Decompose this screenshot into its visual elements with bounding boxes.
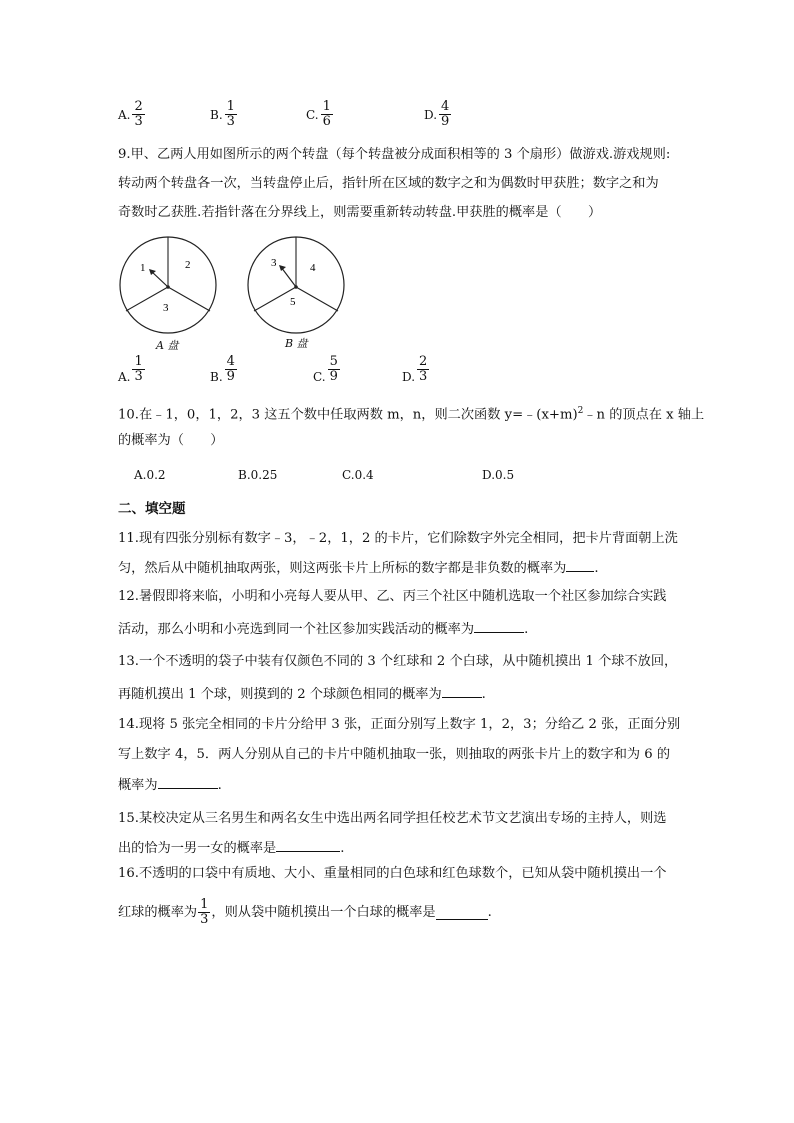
option-letter: C.	[306, 107, 319, 122]
q14-line-3: 概率为 .	[118, 775, 222, 796]
fraction: $\frac{4}{9}$	[226, 354, 235, 384]
spinner-b-diagram	[246, 235, 346, 335]
q10-option-d[interactable]: D.0.5	[482, 468, 515, 482]
spinner-a-diagram	[118, 235, 218, 335]
answer-blank[interactable]	[276, 838, 340, 852]
q15-line-1: 15.某校决定从三名男生和两名女生中选出两名同学担任校艺术节文艺演出专场的主持人，则选	[118, 811, 667, 826]
spinner-b-sector-label: 5	[290, 296, 296, 308]
answer-blank[interactable]	[436, 906, 488, 920]
fraction: $\frac{2}{3}$	[419, 354, 428, 384]
q13-line-2: 再随机摸出 1 个球，则摸到的 2 个球颜色相同的概率为 .	[118, 684, 486, 705]
fraction: $\frac{1}{3}$	[200, 897, 209, 927]
q9-line-1: 9.甲、乙两人用如图所示的两个转盘（每个转盘被分成面积相等的 3 个扇形）做游戏.游戏规则:	[118, 147, 671, 162]
option-letter: D.	[402, 370, 416, 384]
fraction: $\frac{2}{3}$	[134, 99, 143, 129]
answer-blank[interactable]	[158, 775, 218, 789]
fraction: $\frac{1}{3}$	[134, 354, 143, 384]
q10-line-2: 的概率为（ ）	[118, 433, 224, 448]
q10-option-a[interactable]: A.0.2	[134, 468, 166, 482]
q13-line-1: 13.一个不透明的袋子中装有仅颜色不同的 3 个红球和 2 个白球，从中随机摸出 1 个球不放回，	[118, 654, 678, 669]
q12-line-1: 12.暑假即将来临，小明和小亮每人要从甲、乙、丙三个社区中随机选取一个社区参加综合实践	[118, 589, 667, 604]
spinner-a-sector-label: 1	[140, 262, 146, 274]
q14-line-1: 14.现将 5 张完全相同的卡片分给甲 3 张，正面分别写上数字 1，2，3；分给乙 2 张，正面分别	[118, 717, 681, 732]
fraction: $\frac{5}{9}$	[329, 354, 338, 384]
q12-line-2: 活动，那么小明和小亮选到同一个社区参加实践活动的概率为 .	[118, 619, 528, 640]
option-letter: C.	[313, 370, 326, 384]
fraction: $\frac{4}{9}$	[441, 99, 450, 129]
q9-line-2: 转动两个转盘各一次，当转盘停止后，指针所在区域的数字之和为偶数时甲获胜；数字之和为	[118, 176, 659, 191]
q9-option-c[interactable]	[313, 355, 341, 384]
spinner-a-sector-label: 2	[185, 259, 191, 271]
q10-option-c[interactable]: C.0.4	[342, 468, 374, 482]
fraction: $\frac{1}{6}$	[322, 99, 331, 129]
section-title: 二、填空题	[118, 501, 186, 517]
option-letter: A.	[118, 107, 131, 122]
spinner-a-center	[166, 285, 170, 289]
q15-line-2: 出的恰为一男一女的概率是 .	[118, 838, 344, 859]
spinner-b-sector-label: 4	[310, 262, 316, 274]
q9-option-a[interactable]	[118, 355, 146, 384]
fraction: $\frac{1}{3}$	[226, 99, 235, 129]
spinner-b-center	[294, 285, 298, 289]
spinner-a-caption: A 盘	[156, 339, 179, 352]
q10-option-b[interactable]: B.0.25	[238, 468, 278, 482]
option-letter: D.	[424, 107, 438, 122]
q8-option-d[interactable]	[424, 100, 452, 129]
option-letter: B.	[210, 370, 223, 384]
spinner-b-sector-label: 3	[271, 257, 277, 269]
q11-line-2: 匀，然后从中随机抽取两张，则这两张卡片上所标的数字都是非负数的概率为 .	[118, 558, 599, 579]
q16-line-1: 16.不透明的口袋中有质地、大小、重量相同的白色球和红色球数个，已知从袋中随机摸出一个	[118, 866, 667, 881]
option-letter: B.	[210, 107, 223, 122]
q9-line-3: 奇数时乙获胜.若指针落在分界线上，则需要重新转动转盘.甲获胜的概率是（ ）	[118, 205, 602, 220]
spinner-b-caption: B 盘	[285, 337, 308, 350]
spinner-a-sector-label: 3	[163, 302, 169, 314]
answer-blank[interactable]	[442, 684, 482, 698]
q8-option-a[interactable]	[118, 100, 146, 129]
q9-option-d[interactable]	[402, 355, 430, 384]
q8-option-c[interactable]	[306, 100, 334, 129]
answer-blank[interactable]	[474, 619, 524, 633]
q10-line-1: 10.在﹣1，0，1，2，3 这五个数中任取两数 m，n，则二次函数 $y=﹣(x+m)^2﹣n$ 的顶点在 x 轴上	[118, 406, 705, 423]
q11-line-1: 11.现有四张分别标有数字﹣3，﹣2，1，2 的卡片，它们除数字外完全相同，把卡片背面朝上洗	[118, 531, 678, 546]
q9-option-b[interactable]	[210, 355, 238, 384]
answer-blank[interactable]	[566, 558, 594, 572]
q16-line-2: 红球的概率为 $\frac{1}{3}$ ，则从袋中随机摸出一个白球的概率是 .	[118, 897, 492, 927]
q14-line-2: 写上数字 4，5．两人分别从自己的卡片中随机抽取一张，则抽取的两张卡片上的数字和为 6 的	[118, 747, 671, 762]
q8-option-b[interactable]	[210, 100, 238, 129]
option-letter: A.	[118, 370, 131, 384]
